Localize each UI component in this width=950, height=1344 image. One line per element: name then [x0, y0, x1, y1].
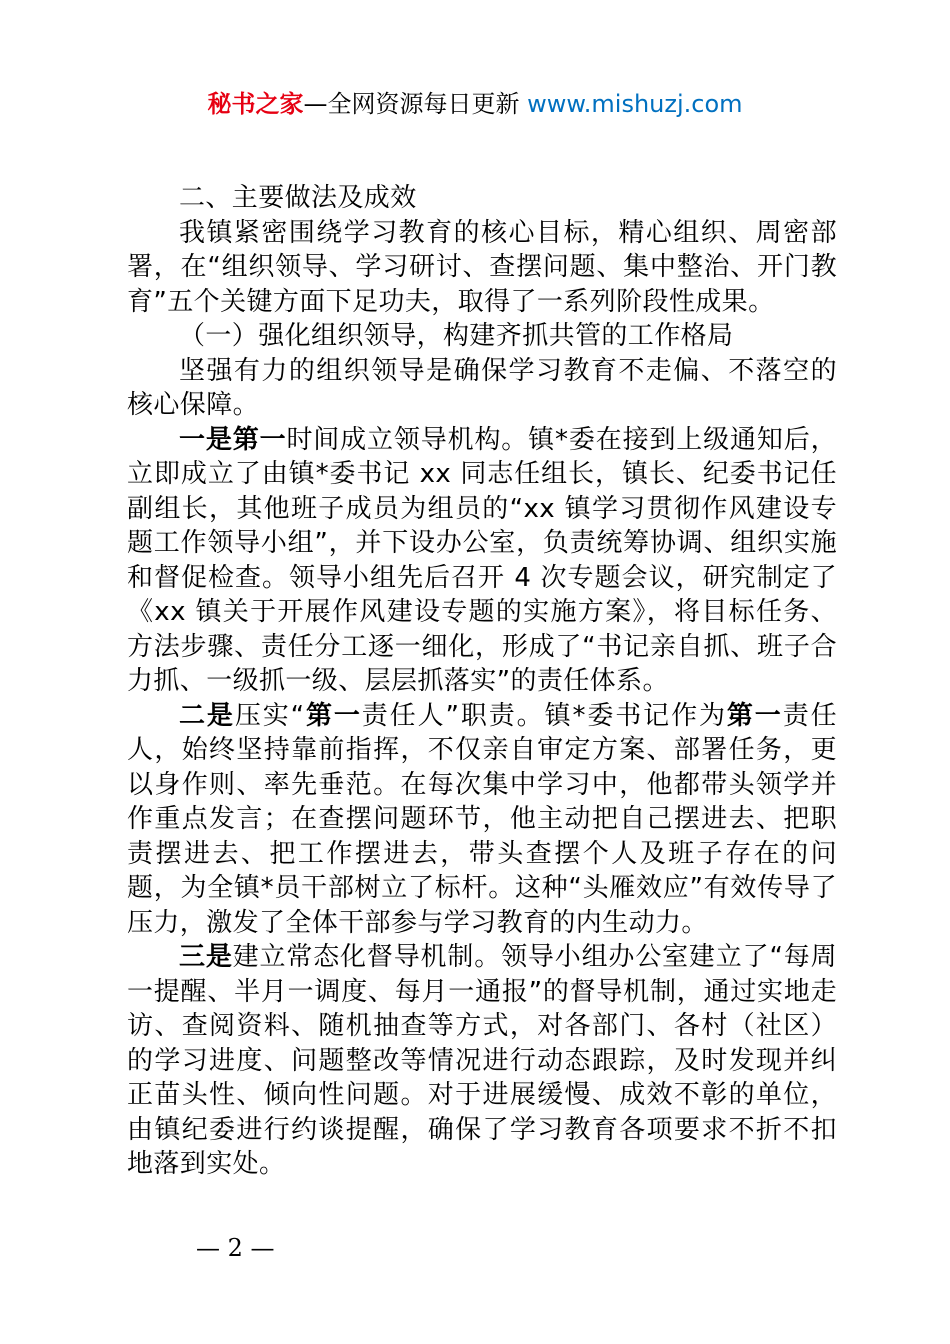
- subsection-heading: （一）强化组织领导，构建齐抓共管的工作格局: [179, 321, 734, 351]
- paragraph-text: 建立常态化督导机制。领导小组办公室建立了“每周一提醒、半月一调度、每月一通报”的督导机制，通过实地走访、查阅资料、随机抽查等方式，对各部门、各村（社区）的学习进度、问题整改等情况进行动态跟踪，及时发现并纠正苗头性、倾向性问题。对于进展缓慢、成效不彰的单位，由镇纪委进行约谈提醒，确保了学习教育各项要求不折不扣地落到实处。: [127, 942, 837, 1179]
- paragraph-first-measure: [127, 423, 837, 699]
- paragraph-text: 压实“: [234, 700, 305, 731]
- paragraph-lead: 二是: [179, 700, 235, 731]
- page-number: — 2 —: [196, 1234, 275, 1262]
- banner-slogan: —全网资源每日更新: [303, 90, 528, 118]
- subsection-intro: 坚强有力的组织领导是确保学习教育不走偏、不落空的核心保障。: [127, 355, 837, 420]
- brand-name: 秘书之家: [207, 90, 304, 118]
- site-banner: [0, 86, 950, 122]
- document-body: [127, 181, 837, 1182]
- paragraph-text: 时间成立领导机构。镇*委在接到上级通知后，立即成立了由镇*委书记 xx 同志任组长，镇长、纪委书记任副组长，其他班子成员为组员的“xx 镇学习贯彻作风建设专题工作领导小组”，并下设办公室，负责统筹协调、组织实施和督促检查。领导小组先后召开 4 次专题会议，研究制定了《xx 镇关于开展作风建设专题的实施方案》，将目标任务、方法步骤、责任分工逐一细化，形成了“书记亲自抓、班子合力抓、一级抓一级、层层抓落实”的责任体系。: [127, 424, 837, 696]
- emphasis-text: 第一: [726, 700, 783, 731]
- paragraph-lead: 一是第一: [179, 424, 287, 455]
- paragraph-lead: 三是: [179, 942, 233, 972]
- paragraph-third-measure: [127, 940, 837, 1182]
- paragraph-text: 责任人”职责。镇*委书记作为: [361, 700, 727, 731]
- intro-paragraph: 我镇紧密围绕学习教育的核心目标，精心组织、周密部署，在“组织领导、学习研讨、查摆问题、集中整治、开门教育”五个关键方面下足功夫，取得了一系列阶段性成果。: [127, 217, 837, 317]
- banner-url[interactable]: www.mishuzj.com: [527, 90, 743, 118]
- paragraph-text: 责任人，始终坚持靠前指挥，不仅亲自审定方案、部署任务，更以身作则、率先垂范。在每次集中学习中，他都带头领学并作重点发言；在查摆问题环节，他主动把自己摆进去、把职责摆进去、把工作摆进去，带头查摆个人及班子存在的问题，为全镇*员干部树立了标杆。这种“头雁效应”有效传导了压力，激发了全体干部参与学习教育的内生动力。: [127, 700, 837, 938]
- section-heading: 二、主要做法及成效: [179, 183, 417, 213]
- paragraph-second-measure: [127, 699, 837, 941]
- emphasis-text: 第一: [304, 700, 362, 731]
